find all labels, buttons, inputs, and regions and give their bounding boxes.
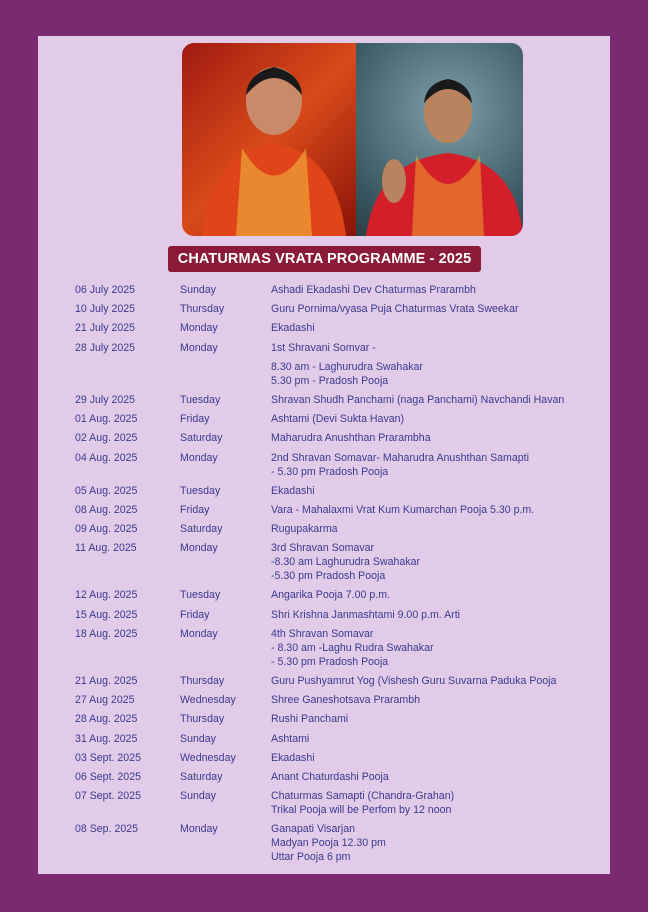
- schedule-day: Tuesday: [180, 589, 221, 602]
- schedule-row: [75, 451, 595, 479]
- schedule-date: 27 Aug 2025: [75, 694, 135, 707]
- schedule-day: Thursday: [180, 713, 225, 726]
- schedule-events: [271, 674, 595, 688]
- schedule-day: Monday: [180, 823, 218, 836]
- schedule-row: [75, 321, 595, 335]
- schedule-date: 21 Aug. 2025: [75, 675, 138, 687]
- schedule-events: [271, 588, 595, 602]
- schedule-day: Tuesday: [180, 393, 221, 406]
- schedule-event-line: Uttar Pooja 6 pm: [271, 851, 351, 864]
- schedule-events: [271, 541, 595, 583]
- schedule-events: [271, 393, 595, 407]
- schedule-event-line: - 5.30 pm Pradosh Pooja: [271, 655, 389, 668]
- schedule-event-line: 1st Shravani Somvar -: [271, 341, 376, 354]
- schedule-event-line: Vara - Mahalaxmi Vrat Kum Kumarchan Pooja 5.30 p.m.: [271, 503, 535, 516]
- schedule-events: [271, 412, 595, 426]
- schedule-events: [271, 321, 595, 335]
- schedule-event-line: - 8.30 am -Laghu Rudra Swahakar: [271, 641, 434, 654]
- schedule-event-line: Guru Pushyamrut Yog (Vishesh Guru Suvarna Paduka Pooja: [271, 675, 557, 687]
- schedule-event-line: Shri Krishna Janmashtami 9.00 p.m. Arti: [271, 608, 461, 621]
- schedule-date: [75, 360, 180, 388]
- schedule-row: [75, 674, 595, 688]
- schedule-row: [75, 822, 595, 864]
- portrait-photo-right: [356, 43, 523, 236]
- schedule-row: [75, 360, 595, 388]
- schedule-day: Wednesday: [180, 751, 236, 764]
- schedule-events: [271, 451, 595, 479]
- schedule-day: Sunday: [180, 284, 216, 296]
- schedule-row: [75, 412, 595, 426]
- schedule-row: [75, 732, 595, 746]
- schedule-date: 18 Aug. 2025: [75, 627, 138, 640]
- schedule-row: [75, 431, 595, 445]
- schedule-row: [75, 789, 595, 817]
- schedule-date: 29 July 2025: [75, 393, 136, 406]
- schedule-row: [75, 541, 595, 583]
- schedule-event-line: -8.30 am Laghurudra Swahakar: [271, 556, 420, 569]
- schedule-event-line: Anant Chaturdashi Pooja: [271, 770, 389, 783]
- schedule-events: [271, 627, 595, 669]
- schedule-events: [271, 431, 595, 445]
- schedule-events: [271, 484, 595, 498]
- schedule-event-line: Ekadashi: [271, 484, 315, 497]
- schedule-event-line: Ashtami (Devi Sukta Havan): [271, 413, 405, 426]
- schedule-event-line: Trikal Pooja will be Perfom by 12 noon: [271, 804, 452, 817]
- schedule-date: 28 July 2025: [75, 341, 136, 354]
- schedule-event-line: -5.30 pm Pradosh Pooja: [271, 570, 386, 583]
- schedule-row: [75, 693, 595, 707]
- schedule-event-line: Ekadashi: [271, 322, 315, 335]
- schedule-date: 04 Aug. 2025: [75, 451, 138, 464]
- schedule-date: 02 Aug. 2025: [75, 432, 138, 445]
- schedule-events: [271, 789, 595, 817]
- schedule-events: [271, 693, 595, 707]
- schedule-event-line: Madyan Pooja 12.30 pm: [271, 837, 386, 850]
- schedule-events: [271, 522, 595, 536]
- schedule-event-line: - 5.30 pm Pradosh Pooja: [271, 465, 389, 478]
- schedule-events: [271, 608, 595, 622]
- schedule-date: 06 Sept. 2025: [75, 770, 141, 783]
- schedule-row: [75, 627, 595, 669]
- schedule-day: Friday: [180, 608, 210, 621]
- schedule-date: 10 July 2025: [75, 303, 136, 316]
- portrait-photos: [182, 43, 523, 236]
- schedule-event-line: Maharudra Anushthan Prarambha: [271, 432, 431, 445]
- schedule-row: [75, 503, 595, 517]
- schedule-row: [75, 608, 595, 622]
- schedule-event-line: Ashadi Ekadashi Dev Chaturmas Prarambh: [271, 284, 476, 296]
- schedule-date: 05 Aug. 2025: [75, 484, 138, 497]
- schedule-day: Tuesday: [180, 484, 221, 497]
- schedule-day: Sunday: [180, 732, 216, 745]
- schedule-event-line: Ashtami: [271, 732, 310, 745]
- schedule-events: [271, 360, 595, 388]
- schedule-events: [271, 503, 595, 517]
- schedule-day: Monday: [180, 341, 218, 354]
- schedule-event-line: Shravan Shudh Panchami (naga Panchami) Navchandi Havan: [271, 393, 565, 406]
- schedule-event-line: Chaturmas Samapti (Chandra-Grahan): [271, 790, 455, 803]
- schedule-events: [271, 712, 595, 726]
- schedule-event-line: 2nd Shravan Somavar- Maharudra Anushthan Samapti: [271, 451, 529, 464]
- schedule-event-line: Shree Ganeshotsava Prarambh: [271, 694, 420, 707]
- schedule-day: Monday: [180, 322, 218, 335]
- schedule-row: [75, 302, 595, 316]
- schedule-day: Saturday: [180, 523, 223, 536]
- schedule-row: [75, 341, 595, 355]
- schedule-date: 21 July 2025: [75, 322, 136, 335]
- schedule-event-line: Ganapati Visarjan: [271, 823, 356, 836]
- schedule-event-line: 5.30 pm - Pradosh Pooja: [271, 374, 389, 387]
- schedule-event-line: 8.30 am - Laghurudra Swahakar: [271, 360, 423, 373]
- schedule-day: Monday: [180, 627, 218, 640]
- schedule-date: 03 Sept. 2025: [75, 751, 141, 764]
- schedule-event-line: 4th Shravan Somavar: [271, 627, 374, 640]
- schedule-event-line: 3rd Shravan Somavar: [271, 542, 375, 555]
- portrait-photo-left: [182, 43, 356, 236]
- schedule-row: [75, 283, 595, 297]
- schedule-day: [180, 360, 271, 388]
- schedule-row: [75, 712, 595, 726]
- schedule-row: [75, 522, 595, 536]
- schedule-row: [75, 751, 595, 765]
- schedule-day: Sunday: [180, 790, 216, 803]
- schedule-date: 08 Aug. 2025: [75, 503, 138, 516]
- schedule-row: [75, 393, 595, 407]
- schedule-events: [271, 822, 595, 864]
- schedule-day: Saturday: [180, 432, 223, 445]
- schedule-event-line: Rushi Panchami: [271, 713, 349, 726]
- schedule-day: Monday: [180, 451, 218, 464]
- schedule-date: 15 Aug. 2025: [75, 608, 138, 621]
- schedule-event-line: Rugupakarma: [271, 523, 338, 536]
- schedule-day: Monday: [180, 542, 218, 555]
- schedule-list: [75, 283, 595, 870]
- schedule-date: 11 Aug. 2025: [75, 542, 137, 555]
- schedule-day: Friday: [180, 413, 210, 426]
- schedule-date: 31 Aug. 2025: [75, 732, 138, 745]
- schedule-date: 08 Sep. 2025: [75, 823, 139, 836]
- schedule-date: 07 Sept. 2025: [75, 790, 141, 803]
- schedule-event-line: Angarika Pooja 7.00 p.m.: [271, 589, 390, 602]
- schedule-day: Wednesday: [180, 694, 236, 707]
- page-title: CHATURMAS VRATA PROGRAMME - 2025: [168, 246, 481, 272]
- schedule-date: 28 Aug. 2025: [75, 713, 138, 726]
- schedule-events: [271, 770, 595, 784]
- schedule-day: Saturday: [180, 770, 223, 783]
- schedule-day: Thursday: [180, 303, 225, 316]
- schedule-events: [271, 302, 595, 316]
- schedule-day: Friday: [180, 503, 210, 516]
- schedule-date: 01 Aug. 2025: [75, 413, 138, 426]
- schedule-events: [271, 283, 595, 297]
- schedule-events: [271, 732, 595, 746]
- schedule-date: 12 Aug. 2025: [75, 589, 138, 602]
- schedule-row: [75, 770, 595, 784]
- schedule-events: [271, 751, 595, 765]
- schedule-event-line: Ekadashi: [271, 751, 315, 764]
- schedule-day: Thursday: [180, 675, 225, 687]
- schedule-date: 09 Aug. 2025: [75, 523, 138, 536]
- schedule-event-line: Guru Pornima/vyasa Puja Chaturmas Vrata Sweekar: [271, 303, 519, 316]
- schedule-date: 06 July 2025: [75, 284, 136, 296]
- schedule-row: [75, 588, 595, 602]
- schedule-row: [75, 484, 595, 498]
- schedule-events: [271, 341, 595, 355]
